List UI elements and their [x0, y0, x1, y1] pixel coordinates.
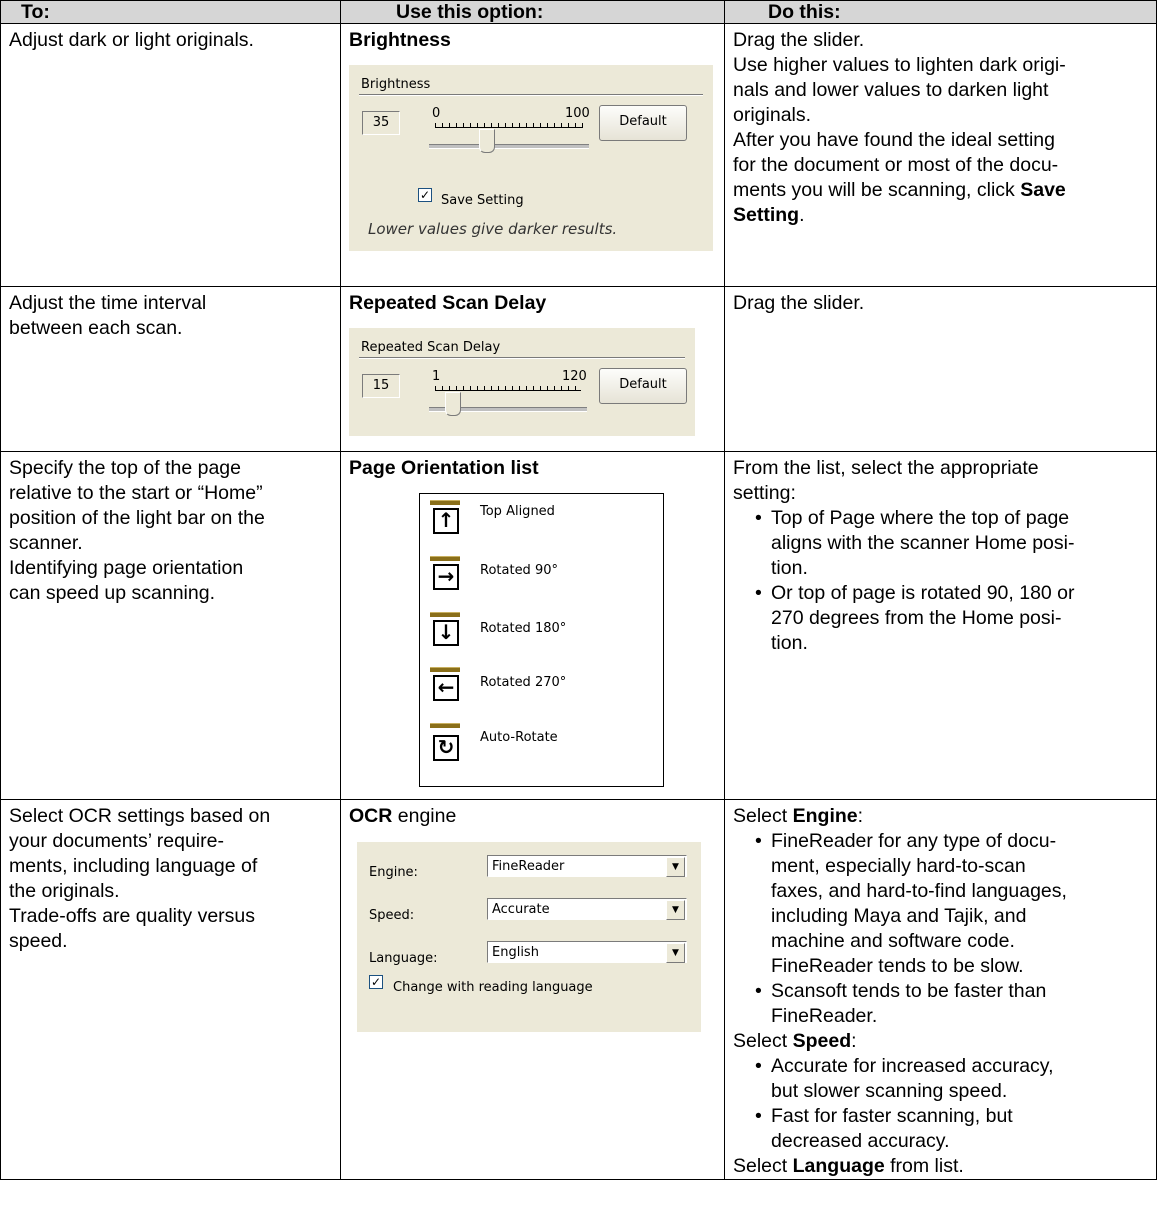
- slider-ticks: [435, 121, 583, 128]
- default-button[interactable]: Default: [599, 368, 687, 404]
- panel-divider: [359, 357, 685, 359]
- row3-option-title: Page Orientation list: [349, 457, 539, 479]
- row2-option: [341, 287, 725, 452]
- list-item: • Fast for faster scanning, but decreased accuracy.: [755, 1105, 1013, 1152]
- scan-delay-panel-title: Repeated Scan Delay: [361, 340, 501, 355]
- row3-to: Specify the top of the page relative to the start or “Home” position of the light bar on the scanner. Identifying page orientation can speed up scanning.: [1, 452, 341, 800]
- brightness-slider-thumb[interactable]: [479, 129, 495, 153]
- do-line: Select Engine:: [733, 805, 864, 827]
- row1-option-title: Brightness: [349, 29, 451, 51]
- orientation-label: Rotated 180°: [480, 621, 567, 636]
- page-orientation-list[interactable]: [419, 493, 664, 787]
- brightness-panel-title: Brightness: [361, 77, 431, 92]
- chevron-down-icon[interactable]: ▼: [666, 943, 685, 963]
- save-setting-label: Save Setting: [441, 193, 524, 208]
- do-line: Drag the slider.: [733, 29, 865, 51]
- arrow-up-icon: ↑: [433, 508, 459, 534]
- engine-label: Engine:: [369, 865, 418, 880]
- table-row: [1, 287, 1157, 452]
- do-line: for the document or most of the docu-: [733, 154, 1059, 176]
- change-with-language-label: Change with reading language: [393, 980, 593, 995]
- language-value: English: [492, 945, 539, 960]
- slider-ticks: [435, 384, 581, 391]
- save-setting-checkbox[interactable]: ✓: [419, 188, 431, 202]
- row3-option: [341, 452, 725, 800]
- speed-label: Speed:: [369, 908, 415, 923]
- panel-divider: [359, 94, 703, 96]
- header-do: Do this:: [725, 1, 1157, 24]
- row4-option: [341, 800, 725, 1180]
- light-bar-icon: [430, 556, 460, 561]
- slider-min-label: 1: [432, 369, 441, 384]
- do-line: Select Language from list.: [733, 1155, 964, 1177]
- row2-do: Drag the slider.: [725, 287, 1157, 452]
- header-to: To:: [1, 1, 341, 24]
- row2-to: Adjust the time interval between each scan.: [1, 287, 341, 452]
- light-bar-icon: [430, 667, 460, 672]
- engine-select[interactable]: [487, 855, 687, 877]
- language-label: Language:: [369, 951, 438, 966]
- list-item: • Scansoft tends to be faster than FineReader.: [755, 980, 1047, 1027]
- list-item: • Top of Page where the top of page aligns with the scanner Home posi- tion.: [755, 507, 1075, 579]
- chevron-down-icon[interactable]: ▼: [666, 900, 685, 920]
- orientation-item-top-aligned[interactable]: [430, 500, 655, 554]
- row4-option-title: OCR engine: [349, 805, 457, 827]
- default-button[interactable]: Default: [599, 105, 687, 141]
- slider-max-label: 120: [562, 369, 587, 384]
- table-row: [1, 800, 1157, 1180]
- do-line: Setting.: [733, 204, 805, 226]
- list-item: • FineReader for any type of docu- ment, especially hard-to-scan faxes, and hard-to-find languages, including Maya and Tajik, and machine and software code. FineReader tends to be slow.: [755, 830, 1067, 977]
- row2-option-title: Repeated Scan Delay: [349, 292, 547, 314]
- speed-value: Accurate: [492, 902, 550, 917]
- orientation-label: Auto-Rotate: [480, 730, 558, 745]
- orientation-item-rotated-90[interactable]: [430, 556, 655, 610]
- scan-delay-value-field[interactable]: 15: [362, 374, 400, 398]
- chevron-down-icon[interactable]: ▼: [666, 857, 685, 877]
- ocr-panel: [357, 842, 701, 1032]
- brightness-value-field[interactable]: 35: [362, 111, 400, 135]
- row4-to: Select OCR settings based on your documents’ require- ments, including language of the originals. Trade-offs are quality versus speed.: [1, 800, 341, 1180]
- do-line: ments you will be scanning, click Save: [733, 179, 1066, 201]
- light-bar-icon: [430, 500, 460, 505]
- header-option: Use this option:: [341, 1, 725, 24]
- row1-option: [341, 24, 725, 287]
- slider-min-label: 0: [432, 106, 441, 121]
- scan-delay-panel: [349, 328, 695, 436]
- row1-to: Adjust dark or light originals.: [1, 24, 341, 287]
- list-item: • Accurate for increased accuracy, but slower scanning speed.: [755, 1055, 1054, 1102]
- header-row: [1, 1, 1157, 24]
- auto-rotate-icon: ↻: [433, 735, 459, 761]
- row4-do: [725, 800, 1157, 1180]
- language-select[interactable]: [487, 941, 687, 963]
- orientation-label: Rotated 270°: [480, 675, 567, 690]
- do-line: Select Speed:: [733, 1030, 857, 1052]
- scan-delay-slider-thumb[interactable]: [445, 392, 461, 416]
- table-row: [1, 24, 1157, 287]
- engine-value: FineReader: [492, 859, 565, 874]
- arrow-down-icon: ↓: [433, 620, 459, 646]
- list-item: • Or top of page is rotated 90, 180 or 270 degrees from the Home posi- tion.: [755, 582, 1075, 654]
- row3-do: From the list, select the appropriate setting: • Top of Page where the top of page aligns with the scanner Home posi- tion. • Or top of page is rotated 90, 180 or 270 degrees from the Home posi- tion.: [725, 452, 1157, 800]
- brightness-panel: [349, 65, 713, 251]
- light-bar-icon: [430, 612, 460, 617]
- do-line: After you have found the ideal setting: [733, 129, 1055, 151]
- slider-max-label: 100: [565, 106, 590, 121]
- change-with-language-checkbox[interactable]: ✓: [370, 975, 382, 989]
- brightness-slider-track[interactable]: [429, 144, 589, 149]
- do-line: Use higher values to lighten dark origi-: [733, 54, 1066, 76]
- orientation-item-auto-rotate[interactable]: [430, 723, 655, 777]
- orientation-item-rotated-180[interactable]: [430, 612, 655, 666]
- do-line: originals.: [733, 104, 812, 126]
- brightness-hint: Lower values give darker results.: [368, 220, 618, 238]
- orientation-label: Rotated 90°: [480, 563, 558, 578]
- arrow-right-icon: →: [433, 564, 459, 590]
- row1-do: [725, 24, 1157, 287]
- speed-select[interactable]: [487, 898, 687, 920]
- arrow-left-icon: ←: [433, 675, 459, 701]
- orientation-item-rotated-270[interactable]: [430, 667, 655, 721]
- table-row: [1, 452, 1157, 800]
- do-line: nals and lower values to darken light: [733, 79, 1049, 101]
- light-bar-icon: [430, 723, 460, 728]
- orientation-label: Top Aligned: [480, 504, 555, 519]
